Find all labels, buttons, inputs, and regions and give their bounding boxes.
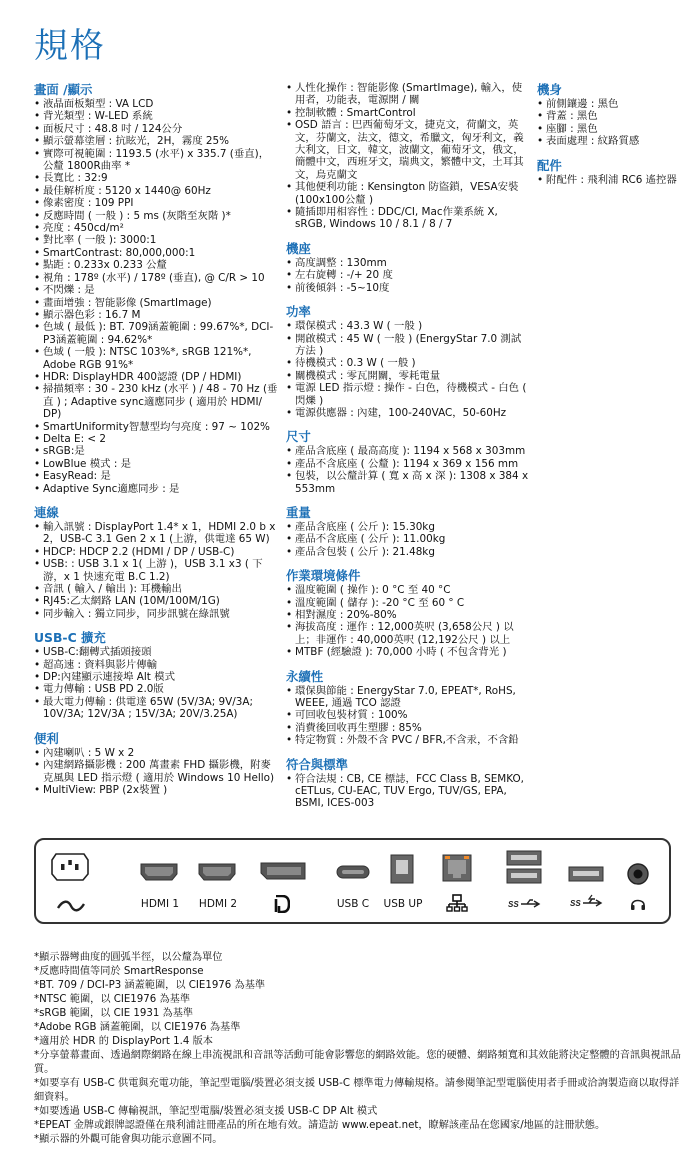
spec-item: • 前側鑲邊 : 黑色 [537, 98, 687, 110]
spec-item: • 掃描頻率 : 30 - 230 kHz (水平 ) / 48 - 70 Hz (垂直 ) ; Adaptive sync適應同步 ( 適用於 HDMI/ DP) [34, 383, 279, 420]
section-title: 配件 [537, 157, 562, 173]
spec-item: • 前後傾斜 : -5~10度 [286, 282, 530, 294]
spec-item: • 產品含底座 ( 最高高度 ): 1194 x 568 x 303mm [286, 445, 530, 457]
footnote: *適用於 HDR 的 DisplayPort 1.4 版本 [34, 1036, 213, 1047]
spec-item: • EasyRead: 是 [34, 470, 279, 482]
spec-item: • 其他便利功能 : Kensington 防盜鎖，VESA安裝 (100x100公釐 ) [286, 181, 530, 206]
spec-item: • 環保與節能 : EnergyStar 7.0, EPEAT*, RoHS, WEEE, 通過 TCO 認證 [286, 685, 530, 710]
footnote: *顯示器的外觀可能會與功能示意圖不同。 [34, 1134, 223, 1145]
spec-item: • 背蓋 : 黑色 [537, 110, 687, 122]
spec-item: • 反應時間 ( 一般 ) : 5 ms (灰階至灰階 )* [34, 210, 279, 222]
spec-item: • 產品不含底座 ( 公斤 ): 11.00kg [286, 533, 530, 545]
section-title: 畫面 /顯示 [34, 82, 93, 97]
spec-item: • 音訊 ( 輸入 / 輸出 ): 耳機輸出 [34, 583, 279, 595]
usb-a-stacked-port-icon [506, 850, 542, 890]
footnote: *EPEAT 金牌或銀牌認證僅在飛利浦註冊產品的所在地有效。請造訪 www.epeat.net，瞭解該產品在您國家/地區的註冊狀態。 [34, 1120, 606, 1131]
rear-ports-panel [34, 838, 671, 924]
spec-item: • 內建喇叭 : 5 W x 2 [34, 747, 279, 759]
footnote: *顯示器彎曲度的圓弧半徑，以公釐為單位 [34, 952, 223, 963]
spec-list [286, 685, 530, 747]
spec-list [286, 773, 530, 810]
spec-item: • 最佳解析度 : 5120 x 1440@ 60Hz [34, 185, 279, 197]
spec-item: • HDCP: HDCP 2.2 (HDMI / DP / USB-C) [34, 546, 279, 558]
section-title: 機座 [286, 240, 311, 256]
usb-a-charge-port-icon [568, 866, 604, 886]
spec-item: • 左右旋轉 : -/+ 20 度 [286, 269, 530, 281]
svg-text:SS: SS [570, 899, 581, 908]
spec-item: • 溫度範圍 ( 儲存 ): -20 °C 至 60 ° C [286, 597, 530, 609]
spec-item: • USB: : USB 3.1 x 1( 上游 )，USB 3.1 x3 ( 下游，x 1 快速充電 B.C 1.2) [34, 558, 279, 583]
section-title: 便利 [34, 730, 59, 746]
spec-list [34, 521, 279, 620]
spec-item: • MultiView: PBP (2x裝置 ) [34, 784, 279, 796]
spec-item: • 環保模式 : 43.3 W ( 一般 ) [286, 320, 530, 332]
spec-item: • 電源 LED 指示燈 : 操作 - 白色，待機模式 - 白色 ( 閃爍 ) [286, 382, 530, 407]
section-title: 連線 [34, 505, 59, 520]
footnote: *Adobe RGB 涵蓋範圍，以 CIE1976 為基準 [34, 1022, 241, 1033]
section-title: 永續性 [286, 668, 324, 684]
footnote: *分享螢幕畫面、透過網際網路在線上串流視訊和音訊等活動可能會影響您的網路效能。您的硬體、網路頻寬和其效能將決定整體的音訊與視訊品質。 [34, 1050, 681, 1075]
usb-c-label: USB C [336, 898, 370, 910]
spec-item: • 人性化操作 : 智能影像 (SmartImage), 輸入，使用者，功能表，電源開 / 關 [286, 82, 530, 107]
spec-list [286, 320, 530, 419]
usb-ss-icon [508, 896, 542, 915]
spec-item: • 最大電力傳輸 : 供電達 65W (5V/3A; 9V/3A; 10V/3A; 12V/3A ; 15V/3A; 20V/3.25A) [34, 696, 279, 721]
usb-up-label: USB UP [383, 898, 423, 910]
usb-c-port-icon [336, 864, 370, 883]
footnote: *反應時間值等同於 SmartResponse [34, 966, 204, 977]
spec-item: • DP:內建顯示連接埠 Alt 模式 [34, 671, 279, 683]
audio-out-port-icon [626, 862, 650, 890]
spec-item: • HDR: DisplayHDR 400認證 (DP / HDMI) [34, 371, 279, 383]
ac-power-icon [56, 898, 86, 917]
spec-item: • 可回收包裝材質 : 100% [286, 709, 530, 721]
spec-list [286, 257, 530, 294]
spec-list [34, 747, 279, 797]
spec-item: • USB-C:翻轉式插頭接頭 [34, 646, 279, 658]
section-title: 機身 [537, 82, 562, 97]
spec-item: • 同步輸入 : 獨立同步，同步訊號在綠訊號 [34, 608, 279, 620]
footnote: *NTSC 範圍，以 CIE1976 為基準 [34, 994, 191, 1005]
spec-item: • Adaptive Sync適應同步 : 是 [34, 483, 279, 495]
spec-list [286, 584, 530, 658]
spec-item: • Delta E: < 2 [34, 433, 279, 445]
spec-item: • 開啟模式 : 45 W ( 一般 ) (EnergyStar 7.0 測試方法 ) [286, 333, 530, 358]
spec-item: • 產品含包裝 ( 公斤 ): 21.48kg [286, 546, 530, 558]
spec-item: • 像素密度 : 109 PPI [34, 197, 279, 209]
headphone-icon [630, 896, 646, 915]
spec-item: • 溫度範圍 ( 操作 ): 0 °C 至 40 °C [286, 584, 530, 596]
spec-list [34, 98, 279, 495]
spec-item: • LowBlue 模式 : 是 [34, 458, 279, 470]
spec-item: • 面板尺寸 : 48.8 吋 / 124公分 [34, 123, 279, 135]
spec-column-2 [286, 80, 530, 810]
spec-item: • 輸入訊號 : DisplayPort 1.4* x 1，HDMI 2.0 b x 2，USB-C 3.1 Gen 2 x 1 (上游，供電達 65 W) [34, 521, 279, 546]
spec-item: • 產品不含底座 ( 公釐 ): 1194 x 369 x 156 mm [286, 458, 530, 470]
spec-item: • 顯示器色彩 : 16.7 M [34, 309, 279, 321]
spec-item: • 符合法規 : CB, CE 標誌，FCC Class B, SEMKO, cETLus, CU-EAC, TUV Ergo, TUV/GS, EPA, BSMI, ICES-003 [286, 773, 530, 810]
dp-logo-icon [274, 895, 290, 917]
spec-column-1 [34, 80, 279, 796]
footnote: *sRGB 範圍，以 CIE 1931 為基準 [34, 1008, 194, 1019]
spec-item: • 超高速 : 資料與影片傳輸 [34, 659, 279, 671]
section-title: 符合與標準 [286, 756, 348, 772]
spec-item: • RJ45:乙太網路 LAN (10M/100M/1G) [34, 595, 279, 607]
spec-item: • MTBF (經驗證 ): 70,000 小時 ( 不包含背光 ) [286, 646, 530, 658]
spec-item: • SmartContrast: 80,000,000:1 [34, 247, 279, 259]
spec-item: • 亮度 : 450cd/m² [34, 222, 279, 234]
spec-item: • 座腳 : 黑色 [537, 123, 687, 135]
spec-item: • SmartUniformity智慧型均勻亮度 : 97 ~ 102% [34, 421, 279, 433]
spec-item: • 關機模式 : 零瓦開關，零耗電量 [286, 370, 530, 382]
spec-item: • 待機模式 : 0.3 W ( 一般 ) [286, 357, 530, 369]
spec-item: • 相對濕度 : 20%-80% [286, 609, 530, 621]
footnotes [34, 951, 682, 1147]
displayport-port-icon [260, 862, 306, 884]
spec-item: • 色域 ( 一般 ): NTSC 103%*, sRGB 121%*, Adobe RGB 91%* [34, 346, 279, 371]
spec-item: • 顯示螢幕塗層 : 抗眩光，2H，霧度 25% [34, 135, 279, 147]
spec-item: • 高度調整 : 130mm [286, 257, 530, 269]
ac-power-port-icon [50, 852, 90, 886]
spec-item: • 產品含底座 ( 公斤 ): 15.30kg [286, 521, 530, 533]
spec-item: • 液晶面板類型 : VA LCD [34, 98, 279, 110]
spec-item: • 電力傳輸 : USB PD 2.0版 [34, 683, 279, 695]
spec-item: • 背光類型 : W-LED 系統 [34, 110, 279, 122]
spec-item: • 實際可視範圍 : 1193.5 (水平) x 335.7 (垂直)，公釐 1800R曲率 * [34, 148, 279, 173]
spec-item: • 視角 : 178º (水平) / 178º (垂直), @ C/R > 10 [34, 272, 279, 284]
section-title: 尺寸 [286, 429, 311, 445]
spec-list [537, 174, 687, 186]
spec-item: • 色域 ( 最低 ): BT. 709涵蓋範圍 : 99.67%*, DCI-P3涵蓋範圍 : 94.62%* [34, 321, 279, 346]
spec-item: • 隨插即用相容性 : DDC/CI, Mac作業系統 X, sRGB, Windows 10 / 8.1 / 8 / 7 [286, 206, 530, 231]
spec-item: • OSD 語言 : 巴西葡萄牙文，捷克文，荷蘭文，英文，芬蘭文，法文，德文，希臘文，匈牙利文，義大利文，日文，韓文，波蘭文，葡萄牙文，俄文，簡體中文，西班牙文，瑞典文，繁體中文，土耳其文，烏克蘭文 [286, 119, 530, 181]
svg-text:SS: SS [508, 900, 519, 909]
spec-item: • 點距 : 0.233x 0.233 公釐 [34, 259, 279, 271]
hdmi-1-port-icon [140, 862, 178, 886]
spec-item: • 表面處理 : 紋路質感 [537, 135, 687, 147]
hdmi-2-label: HDMI 2 [198, 898, 238, 910]
spec-item: • 消費後回收再生塑膠 : 85% [286, 722, 530, 734]
hdmi-2-port-icon [198, 862, 236, 886]
spec-list [286, 521, 530, 558]
page-title: 規格 [34, 26, 106, 66]
section-title: 重量 [286, 504, 311, 520]
spec-item: • 畫面增強 : 智能影像 (SmartImage) [34, 297, 279, 309]
section-title: USB-C 擴充 [34, 630, 106, 646]
footnote: *如要透過 USB-C 傳輸視訊，筆記型電腦/裝置必須支援 USB-C DP Alt 模式 [34, 1106, 378, 1117]
spec-item: • 海拔高度 : 運作 : 12,000英呎 (3,658公尺 ) 以上；非運作 : 40,000英呎 (12,192公尺 ) 以上 [286, 621, 530, 646]
spec-item: • 長寬比 : 32:9 [34, 172, 279, 184]
spec-item: • 對比率 ( 一般 ): 3000:1 [34, 234, 279, 246]
spec-item: • 電源供應器 : 內建，100-240VAC，50-60Hz [286, 407, 530, 419]
spec-item: • 包裝，以公釐計算 ( 寬 x 高 x 深 ): 1308 x 384 x 553mm [286, 470, 530, 495]
section-title: 功率 [286, 304, 311, 320]
spec-item: • 內建網路攝影機 : 200 萬畫素 FHD 攝影機，附麥克風與 LED 指示燈 ( 適用於 Windows 10 Hello) [34, 759, 279, 784]
spec-list [286, 82, 530, 231]
spec-item: • sRGB:是 [34, 445, 279, 457]
spec-list [286, 445, 530, 495]
hdmi-1-label: HDMI 1 [140, 898, 180, 910]
usb-up-port-icon [390, 854, 414, 888]
spec-list [34, 646, 279, 720]
footnote: *BT. 709 / DCI-P3 涵蓋範圍，以 CIE1976 為基準 [34, 980, 266, 991]
rj45-port-icon [442, 854, 472, 886]
spec-column-3 [537, 80, 687, 186]
footnote: *如要享有 USB-C 供電與充電功能，筆記型電腦/裝置必須支援 USB-C 標準電力傳輸規格。請參閱筆記型電腦使用者手冊或洽詢製造商以取得詳細資料。 [34, 1078, 680, 1103]
usb-ss-charge-icon [570, 894, 604, 914]
spec-item: • 不閃爍 : 是 [34, 284, 279, 296]
spec-item: • 附配件 : 飛利浦 RC6 遙控器 [537, 174, 687, 186]
section-title: 作業環境條件 [286, 568, 361, 584]
spec-item: • 特定物質 : 外殼不含 PVC / BFR,不含汞，不含鉛 [286, 734, 530, 746]
spec-item: • 控制軟體 : SmartControl [286, 107, 530, 119]
spec-list [537, 98, 687, 148]
lan-icon [446, 894, 468, 916]
